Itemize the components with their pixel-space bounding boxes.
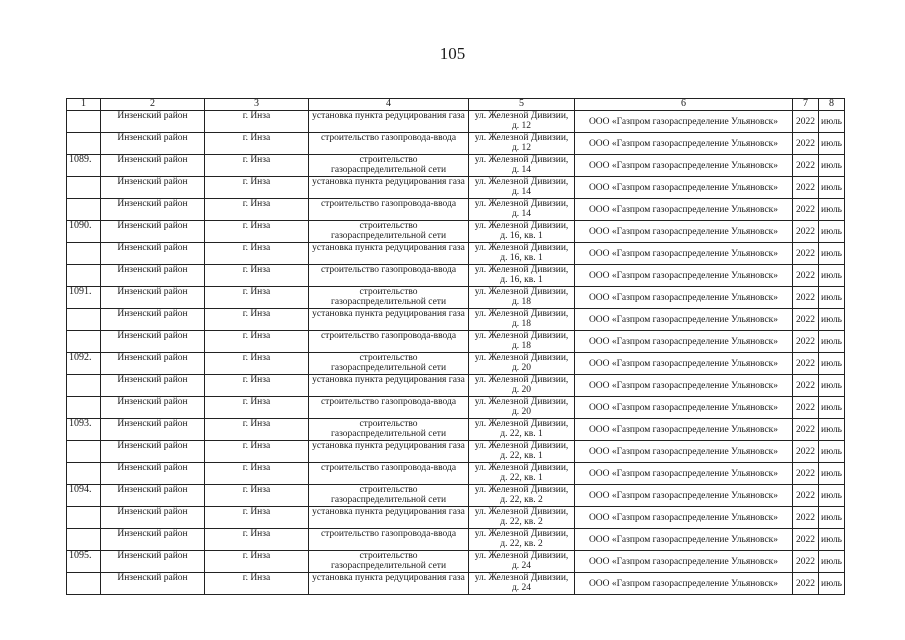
year-cell: 2022: [793, 133, 819, 155]
address-cell: ул. Железной Дивизии, д. 22, кв. 1: [469, 441, 575, 463]
month-cell: июль: [819, 221, 845, 243]
address-cell: ул. Железной Дивизии, д. 14: [469, 177, 575, 199]
page-number: 105: [439, 44, 466, 63]
month-cell: июль: [819, 397, 845, 419]
address-cell: ул. Железной Дивизии, д. 16, кв. 1: [469, 221, 575, 243]
table-row: [67, 111, 845, 133]
year-cell: 2022: [793, 243, 819, 265]
column-header: 8: [819, 99, 845, 111]
city-cell: г. Инза: [205, 375, 309, 397]
organization-cell: ООО «Газпром газораспределение Ульяновск»: [575, 111, 793, 133]
column-header: 7: [793, 99, 819, 111]
month-cell: июль: [819, 485, 845, 507]
work-type-cell: строительство газопровода-ввода: [309, 397, 469, 419]
row-number-cell: 1093.: [67, 419, 101, 441]
row-number-cell: 1089.: [67, 155, 101, 177]
district-cell: Инзенский район: [101, 155, 205, 177]
address-cell: ул. Железной Дивизии, д. 14: [469, 155, 575, 177]
work-type-cell: строительство газопровода-ввода: [309, 463, 469, 485]
organization-cell: ООО «Газпром газораспределение Ульяновск»: [575, 155, 793, 177]
organization-cell: ООО «Газпром газораспределение Ульяновск»: [575, 331, 793, 353]
city-cell: г. Инза: [205, 551, 309, 573]
row-number-cell: [67, 111, 101, 133]
address-cell: ул. Железной Дивизии, д. 12: [469, 111, 575, 133]
city-cell: г. Инза: [205, 529, 309, 551]
table-row: [67, 551, 845, 573]
table-row: [67, 485, 845, 507]
table-row: [67, 199, 845, 221]
address-cell: ул. Железной Дивизии, д. 18: [469, 287, 575, 309]
month-cell: июль: [819, 573, 845, 595]
work-type-cell: строительство газопровода-ввода: [309, 331, 469, 353]
table-row: [67, 155, 845, 177]
work-type-cell: установка пункта редуцирования газа: [309, 441, 469, 463]
row-number-cell: [67, 463, 101, 485]
year-cell: 2022: [793, 529, 819, 551]
district-cell: Инзенский район: [101, 265, 205, 287]
organization-cell: ООО «Газпром газораспределение Ульяновск»: [575, 177, 793, 199]
month-cell: июль: [819, 353, 845, 375]
district-cell: Инзенский район: [101, 529, 205, 551]
city-cell: г. Инза: [205, 463, 309, 485]
district-cell: Инзенский район: [101, 375, 205, 397]
row-number-cell: [67, 375, 101, 397]
district-cell: Инзенский район: [101, 309, 205, 331]
city-cell: г. Инза: [205, 507, 309, 529]
organization-cell: ООО «Газпром газораспределение Ульяновск»: [575, 221, 793, 243]
city-cell: г. Инза: [205, 111, 309, 133]
year-cell: 2022: [793, 331, 819, 353]
year-cell: 2022: [793, 353, 819, 375]
work-type-cell: строительство газопровода-ввода: [309, 133, 469, 155]
year-cell: 2022: [793, 199, 819, 221]
month-cell: июль: [819, 155, 845, 177]
district-cell: Инзенский район: [101, 221, 205, 243]
row-number-cell: [67, 529, 101, 551]
district-cell: Инзенский район: [101, 353, 205, 375]
district-cell: Инзенский район: [101, 111, 205, 133]
address-cell: ул. Железной Дивизии, д. 22, кв. 2: [469, 485, 575, 507]
table-row: [67, 309, 845, 331]
city-cell: г. Инза: [205, 419, 309, 441]
district-cell: Инзенский район: [101, 397, 205, 419]
organization-cell: ООО «Газпром газораспределение Ульяновск»: [575, 243, 793, 265]
work-type-cell: строительство газораспределительной сети: [309, 155, 469, 177]
work-type-cell: установка пункта редуцирования газа: [309, 111, 469, 133]
row-number-cell: [67, 507, 101, 529]
work-type-cell: строительство газораспределительной сети: [309, 353, 469, 375]
year-cell: 2022: [793, 551, 819, 573]
column-header: 6: [575, 99, 793, 111]
address-cell: ул. Железной Дивизии, д. 20: [469, 375, 575, 397]
row-number-cell: [67, 441, 101, 463]
table-row: [67, 441, 845, 463]
year-cell: 2022: [793, 573, 819, 595]
row-number-cell: 1090.: [67, 221, 101, 243]
table-row: [67, 507, 845, 529]
row-number-cell: [67, 199, 101, 221]
work-type-cell: установка пункта редуцирования газа: [309, 243, 469, 265]
year-cell: 2022: [793, 463, 819, 485]
district-cell: Инзенский район: [101, 463, 205, 485]
row-number-cell: [67, 265, 101, 287]
district-cell: Инзенский район: [101, 199, 205, 221]
month-cell: июль: [819, 177, 845, 199]
organization-cell: ООО «Газпром газораспределение Ульяновск»: [575, 507, 793, 529]
table-row: [67, 243, 845, 265]
district-cell: Инзенский район: [101, 287, 205, 309]
address-cell: ул. Железной Дивизии, д. 22, кв. 2: [469, 507, 575, 529]
month-cell: июль: [819, 133, 845, 155]
month-cell: июль: [819, 419, 845, 441]
city-cell: г. Инза: [205, 441, 309, 463]
month-cell: июль: [819, 441, 845, 463]
year-cell: 2022: [793, 441, 819, 463]
row-number-cell: [67, 243, 101, 265]
table-row: [67, 287, 845, 309]
work-type-cell: установка пункта редуцирования газа: [309, 573, 469, 595]
address-cell: ул. Железной Дивизии, д. 24: [469, 551, 575, 573]
month-cell: июль: [819, 375, 845, 397]
district-cell: Инзенский район: [101, 551, 205, 573]
row-number-cell: 1095.: [67, 551, 101, 573]
city-cell: г. Инза: [205, 485, 309, 507]
work-type-cell: строительство газораспределительной сети: [309, 221, 469, 243]
organization-cell: ООО «Газпром газораспределение Ульяновск»: [575, 265, 793, 287]
month-cell: июль: [819, 331, 845, 353]
work-type-cell: строительство газопровода-ввода: [309, 265, 469, 287]
organization-cell: ООО «Газпром газораспределение Ульяновск»: [575, 287, 793, 309]
year-cell: 2022: [793, 309, 819, 331]
table-row: [67, 177, 845, 199]
month-cell: июль: [819, 287, 845, 309]
gasification-schedule-table: [66, 98, 845, 595]
row-number-cell: 1094.: [67, 485, 101, 507]
city-cell: г. Инза: [205, 397, 309, 419]
organization-cell: ООО «Газпром газораспределение Ульяновск»: [575, 573, 793, 595]
address-cell: ул. Железной Дивизии, д. 12: [469, 133, 575, 155]
organization-cell: ООО «Газпром газораспределение Ульяновск»: [575, 529, 793, 551]
organization-cell: ООО «Газпром газораспределение Ульяновск»: [575, 199, 793, 221]
column-header: 5: [469, 99, 575, 111]
city-cell: г. Инза: [205, 155, 309, 177]
city-cell: г. Инза: [205, 221, 309, 243]
year-cell: 2022: [793, 111, 819, 133]
address-cell: ул. Железной Дивизии, д. 24: [469, 573, 575, 595]
month-cell: июль: [819, 463, 845, 485]
address-cell: ул. Железной Дивизии, д. 22, кв. 1: [469, 419, 575, 441]
district-cell: Инзенский район: [101, 331, 205, 353]
city-cell: г. Инза: [205, 353, 309, 375]
organization-cell: ООО «Газпром газораспределение Ульяновск»: [575, 353, 793, 375]
work-type-cell: установка пункта редуцирования газа: [309, 177, 469, 199]
work-type-cell: установка пункта редуцирования газа: [309, 507, 469, 529]
row-number-cell: 1092.: [67, 353, 101, 375]
table-row: [67, 375, 845, 397]
work-type-cell: установка пункта редуцирования газа: [309, 309, 469, 331]
city-cell: г. Инза: [205, 177, 309, 199]
address-cell: ул. Железной Дивизии, д. 14: [469, 199, 575, 221]
month-cell: июль: [819, 199, 845, 221]
year-cell: 2022: [793, 177, 819, 199]
month-cell: июль: [819, 529, 845, 551]
address-cell: ул. Железной Дивизии, д. 16, кв. 1: [469, 265, 575, 287]
district-cell: Инзенский район: [101, 243, 205, 265]
year-cell: 2022: [793, 221, 819, 243]
address-cell: ул. Железной Дивизии, д. 22, кв. 1: [469, 463, 575, 485]
month-cell: июль: [819, 507, 845, 529]
table-row: [67, 573, 845, 595]
work-type-cell: строительство газораспределительной сети: [309, 419, 469, 441]
row-number-cell: [67, 331, 101, 353]
table-row: [67, 133, 845, 155]
city-cell: г. Инза: [205, 287, 309, 309]
year-cell: 2022: [793, 287, 819, 309]
work-type-cell: строительство газораспределительной сети: [309, 287, 469, 309]
row-number-cell: [67, 397, 101, 419]
city-cell: г. Инза: [205, 309, 309, 331]
table-body: [67, 111, 845, 595]
table-row: [67, 221, 845, 243]
month-cell: июль: [819, 111, 845, 133]
column-header: 3: [205, 99, 309, 111]
work-type-cell: строительство газораспределительной сети: [309, 551, 469, 573]
column-header: 2: [101, 99, 205, 111]
year-cell: 2022: [793, 507, 819, 529]
district-cell: Инзенский район: [101, 573, 205, 595]
year-cell: 2022: [793, 485, 819, 507]
address-cell: ул. Железной Дивизии, д. 20: [469, 397, 575, 419]
organization-cell: ООО «Газпром газораспределение Ульяновск»: [575, 419, 793, 441]
year-cell: 2022: [793, 265, 819, 287]
district-cell: Инзенский район: [101, 133, 205, 155]
table-row: [67, 419, 845, 441]
row-number-cell: [67, 573, 101, 595]
row-number-cell: [67, 133, 101, 155]
address-cell: ул. Железной Дивизии, д. 18: [469, 331, 575, 353]
organization-cell: ООО «Газпром газораспределение Ульяновск»: [575, 133, 793, 155]
row-number-cell: 1091.: [67, 287, 101, 309]
year-cell: 2022: [793, 155, 819, 177]
work-type-cell: строительство газопровода-ввода: [309, 529, 469, 551]
table-row: [67, 397, 845, 419]
organization-cell: ООО «Газпром газораспределение Ульяновск»: [575, 375, 793, 397]
district-cell: Инзенский район: [101, 177, 205, 199]
month-cell: июль: [819, 309, 845, 331]
organization-cell: ООО «Газпром газораспределение Ульяновск»: [575, 463, 793, 485]
column-header: 1: [67, 99, 101, 111]
city-cell: г. Инза: [205, 199, 309, 221]
month-cell: июль: [819, 551, 845, 573]
city-cell: г. Инза: [205, 265, 309, 287]
work-type-cell: строительство газопровода-ввода: [309, 199, 469, 221]
address-cell: ул. Железной Дивизии, д. 18: [469, 309, 575, 331]
year-cell: 2022: [793, 397, 819, 419]
address-cell: ул. Железной Дивизии, д. 22, кв. 2: [469, 529, 575, 551]
month-cell: июль: [819, 243, 845, 265]
year-cell: 2022: [793, 375, 819, 397]
year-cell: 2022: [793, 419, 819, 441]
work-type-cell: строительство газораспределительной сети: [309, 485, 469, 507]
district-cell: Инзенский район: [101, 507, 205, 529]
column-number-row: [67, 99, 845, 111]
district-cell: Инзенский район: [101, 419, 205, 441]
month-cell: июль: [819, 265, 845, 287]
table-row: [67, 353, 845, 375]
table-row: [67, 331, 845, 353]
table-row: [67, 265, 845, 287]
organization-cell: ООО «Газпром газораспределение Ульяновск»: [575, 551, 793, 573]
row-number-cell: [67, 177, 101, 199]
district-cell: Инзенский район: [101, 441, 205, 463]
column-header: 4: [309, 99, 469, 111]
address-cell: ул. Железной Дивизии, д. 20: [469, 353, 575, 375]
table-row: [67, 463, 845, 485]
city-cell: г. Инза: [205, 331, 309, 353]
row-number-cell: [67, 309, 101, 331]
city-cell: г. Инза: [205, 573, 309, 595]
address-cell: ул. Железной Дивизии, д. 16, кв. 1: [469, 243, 575, 265]
organization-cell: ООО «Газпром газораспределение Ульяновск»: [575, 441, 793, 463]
city-cell: г. Инза: [205, 133, 309, 155]
organization-cell: ООО «Газпром газораспределение Ульяновск»: [575, 485, 793, 507]
work-type-cell: установка пункта редуцирования газа: [309, 375, 469, 397]
city-cell: г. Инза: [205, 243, 309, 265]
organization-cell: ООО «Газпром газораспределение Ульяновск»: [575, 309, 793, 331]
district-cell: Инзенский район: [101, 485, 205, 507]
table-row: [67, 529, 845, 551]
organization-cell: ООО «Газпром газораспределение Ульяновск»: [575, 397, 793, 419]
